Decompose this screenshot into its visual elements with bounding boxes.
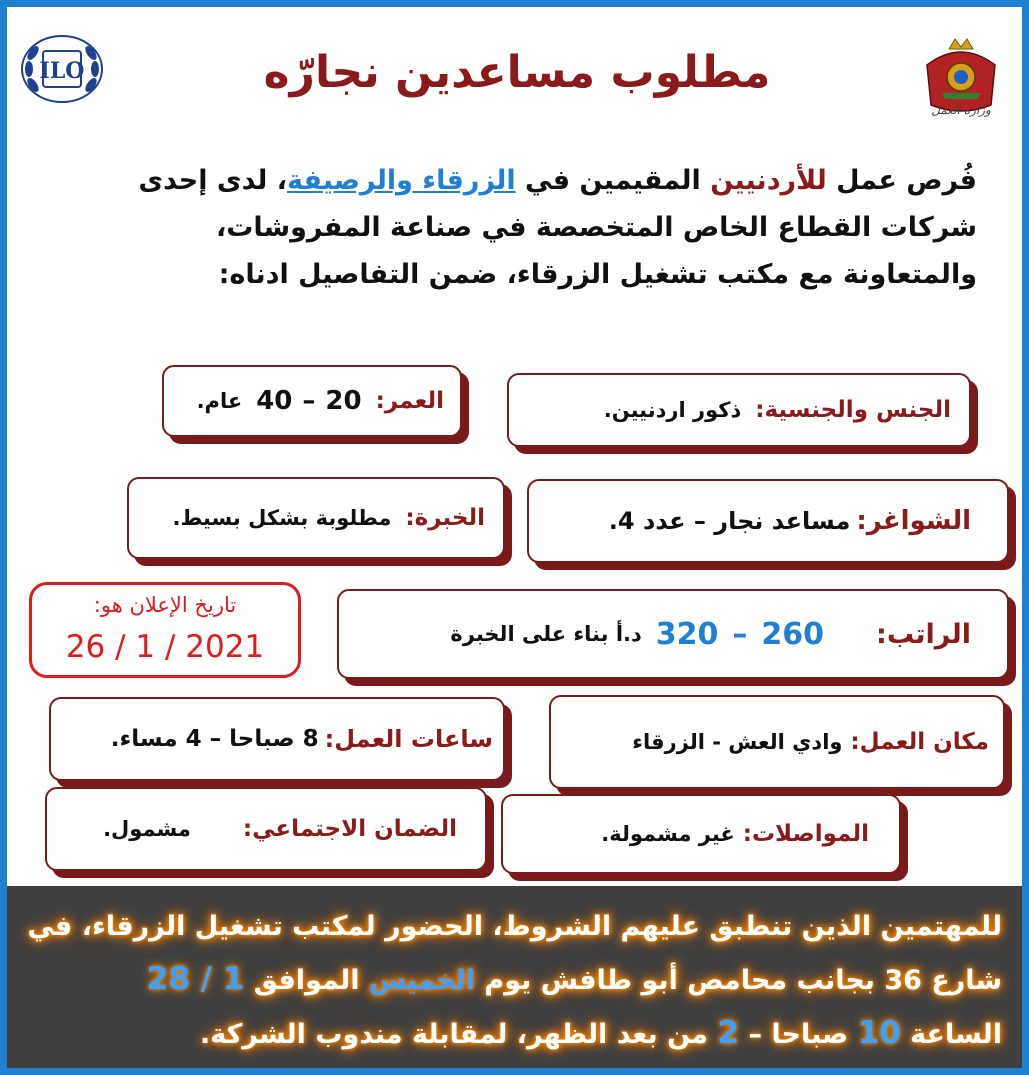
intro-cities-link: الزرقاء والرصيفة xyxy=(286,165,516,196)
svg-text:ILO: ILO xyxy=(39,58,85,84)
vacancy-label: الشواغر: xyxy=(856,506,971,536)
footer-time-to: 2 xyxy=(717,1015,740,1051)
footer-line3-c: من بعد الظهر، لمقابلة مندوب الشركة. xyxy=(199,1019,718,1050)
footer-line3-a: الساعة xyxy=(900,1019,1002,1050)
gender-nationality-box xyxy=(507,373,971,447)
hours-label: ساعات العمل: xyxy=(324,725,493,753)
announcement-date-value: 26 / 1 / 2021 xyxy=(65,629,265,665)
intro-line-3: والمتعاونة مع مكتب تشغيل الزرقاء، ضمن التفاصيل ادناه: xyxy=(218,259,977,290)
footer-instructions xyxy=(7,886,1022,1068)
hours-value: 8 صباحا – 4 مساء. xyxy=(110,726,319,752)
working-hours-box xyxy=(49,697,505,781)
experience-box xyxy=(127,477,505,559)
announcement-date-box xyxy=(29,582,301,678)
transport-value: غير مشمولة. xyxy=(601,822,735,846)
intro-jordanians: للأردنيين xyxy=(710,165,827,196)
age-label: العمر: xyxy=(375,388,444,414)
footer-day: الخميس xyxy=(368,965,476,996)
intro-line-1 xyxy=(47,157,977,204)
footer-line-1: للمهتمين الذين تنطبق عليهم الشروط، الحضور لمكتب تشغيل الزرقاء، في xyxy=(27,911,1002,942)
announcement-date-label: تاريخ الإعلان هو: xyxy=(93,593,237,617)
transport-label: المواصلات: xyxy=(742,821,869,847)
place-label: مكان العمل: xyxy=(850,729,989,755)
salary-from: 260 xyxy=(761,616,825,652)
age-dash: – xyxy=(302,386,316,416)
social-value: مشمول. xyxy=(103,817,191,841)
ministry-caption: وزارة العمل xyxy=(931,103,991,117)
salary-dash: – xyxy=(732,616,748,652)
salary-label: الراتب: xyxy=(876,618,971,650)
age-unit: عام. xyxy=(196,389,243,413)
footer-line2-a: شارع 36 بجانب محامص أبو طافش يوم xyxy=(475,965,1002,996)
intro-text xyxy=(47,157,977,298)
age-from: 20 xyxy=(325,386,362,416)
experience-label: الخبرة: xyxy=(405,505,485,531)
intro-line1-mid: المقيمين في xyxy=(515,165,711,196)
experience-value: مطلوبة بشكل بسيط. xyxy=(172,506,392,530)
age-to: 40 xyxy=(256,386,293,416)
salary-to: 320 xyxy=(655,616,719,652)
vacancies-box xyxy=(527,479,1009,563)
place-value: وادي العش - الزرقاء xyxy=(632,730,843,754)
footer-line-3 xyxy=(27,1007,1002,1061)
social-label: الضمان الاجتماعي: xyxy=(242,816,457,842)
page-title: مطلوب مساعدين نجارّه xyxy=(263,47,771,98)
ilo-logo-icon xyxy=(19,33,105,105)
footer-line-2 xyxy=(27,953,1002,1007)
intro-line1-suffix: ، لدى إحدى xyxy=(138,165,287,196)
gender-label: الجنس والجنسية: xyxy=(755,397,951,423)
vacancy-value: مساعد نجار – عدد 4. xyxy=(608,507,851,535)
footer-line2-b: الموافق xyxy=(244,965,369,996)
intro-line1-prefix: فُرص عمل xyxy=(826,165,977,196)
salary-box xyxy=(337,589,1009,679)
age-box xyxy=(162,365,462,437)
work-place-box xyxy=(549,695,1005,789)
salary-note: د.أ بناء على الخبرة xyxy=(450,622,642,646)
footer-date: 28 / 1 xyxy=(146,961,245,997)
transport-box xyxy=(501,794,901,874)
footer-line3-b: صباحا – xyxy=(739,1019,858,1050)
intro-line-2: شركات القطاع الخاص المتخصصة في صناعة المفروشات، xyxy=(216,212,977,243)
footer-time-from: 10 xyxy=(857,1015,901,1051)
social-security-box xyxy=(45,787,487,871)
gender-value: ذكور اردنيين. xyxy=(603,398,742,422)
